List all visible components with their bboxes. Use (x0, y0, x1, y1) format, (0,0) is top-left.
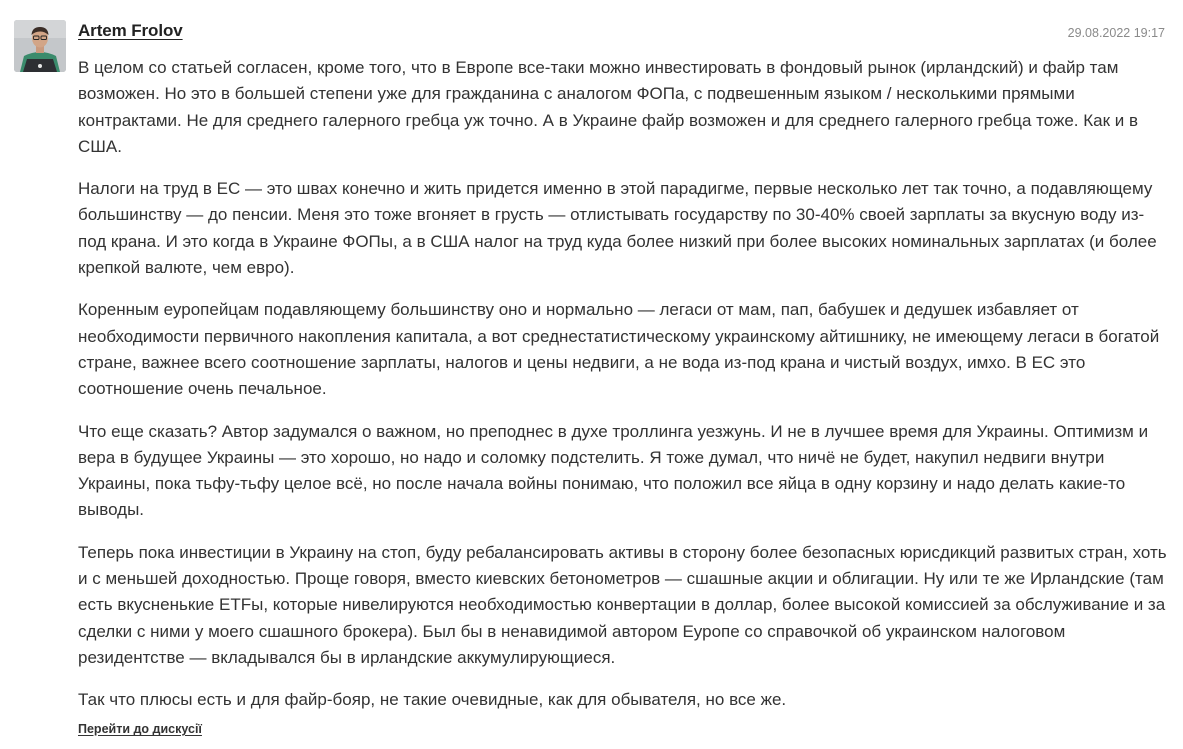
comment-paragraph: Теперь пока инвестиции в Украину на стоп, буду ребалансировать активы в сторону более безопасных юрисдикций развитых стран, хоть и с меньшей доходностью. Проще говоря, вместо киевских бетонометров — сшашные акции и облигации. Ну или те же Ирландские (там есть вкусненькие ETFы, которые нивелируются необходимостью конвертации в доллар, более высокой комиссией за обслуживание и за сделки с ними у моего сшашного брокера). Был бы в ненавидимой автором Еуропе со справочкой об украинском налоговом резидентстве — вкладывался бы в ирландские аккумулирующиеся. (78, 542, 1167, 667)
comment-paragraph: Что еще сказать? Автор задумался о важном, но преподнес в духе троллинга уезжунь. И не в лучшее время для Украины. Оптимизм и вера в будущее Украины — это хорошо, но надо и соломку подстелить. Я тоже думал, что ничё не будет, накупил недвиги внутри Украины, пока тьфу-тьфу целое всё, но после начала войны понимаю, что положил все яйца в одну корзину и надо делать какие-то выводы. (78, 421, 1149, 520)
comment-timestamp: 29.08.2022 19:17 (1067, 26, 1165, 40)
user-avatar-icon[interactable] (14, 20, 66, 72)
comment-paragraph: Коренным еуропейцам подавляющему большинству оно и нормально — легаси от мам, пап, бабушек и дедушек избавляет от необходимости первичного накопления капитала, а вот среднестатистическому украинскому айтишнику, не имеющему легаси в богатой стране, важнее всего соотношение зарплаты, налогов и цены недвиги, а не вода из-под крана и чистый воздух, имхо. В ЕС это соотношение очень печальное. (78, 300, 1160, 399)
avatar-photo-icon (14, 20, 66, 72)
comment-paragraph: Налоги на труд в ЕС — это швах конечно и жить придется именно в этой парадигме, первые несколько лет так точно, а подавляющему большинству — до пенсии. Меня это тоже вгоняет в грусть — отлистывать государству по 30-40% своей зарплаты за вкусную воду из-под крана. И это когда в Украине ФОПы, а в США налог на труд куда более низкий при более высоких номинальных зарплатах (и более крепкой валюте, чем евро). (78, 179, 1157, 278)
comment-paragraph: Так что плюсы есть и для файр-бояр, не такие очевидные, как для обывателя, но все же. (78, 690, 787, 710)
go-to-discussion-link[interactable]: Перейти до дискусії (78, 722, 202, 736)
author-name-link[interactable]: Artem Frolov (78, 21, 183, 40)
comment-body (78, 55, 1168, 714)
comment-paragraph: В целом со статьей согласен, кроме того, что в Европе все-таки можно инвестировать в фондовый рынок (ирландский) и файр там возможен. Но это в большей степени уже для гражданина с аналогом ФОПа, с подвешенным языком / несколькими прямыми контрактами. Не для среднего галерного гребца уж точно. А в Украине файр возможен и для среднего галерного гребца тоже. Как и в США. (78, 58, 1139, 156)
